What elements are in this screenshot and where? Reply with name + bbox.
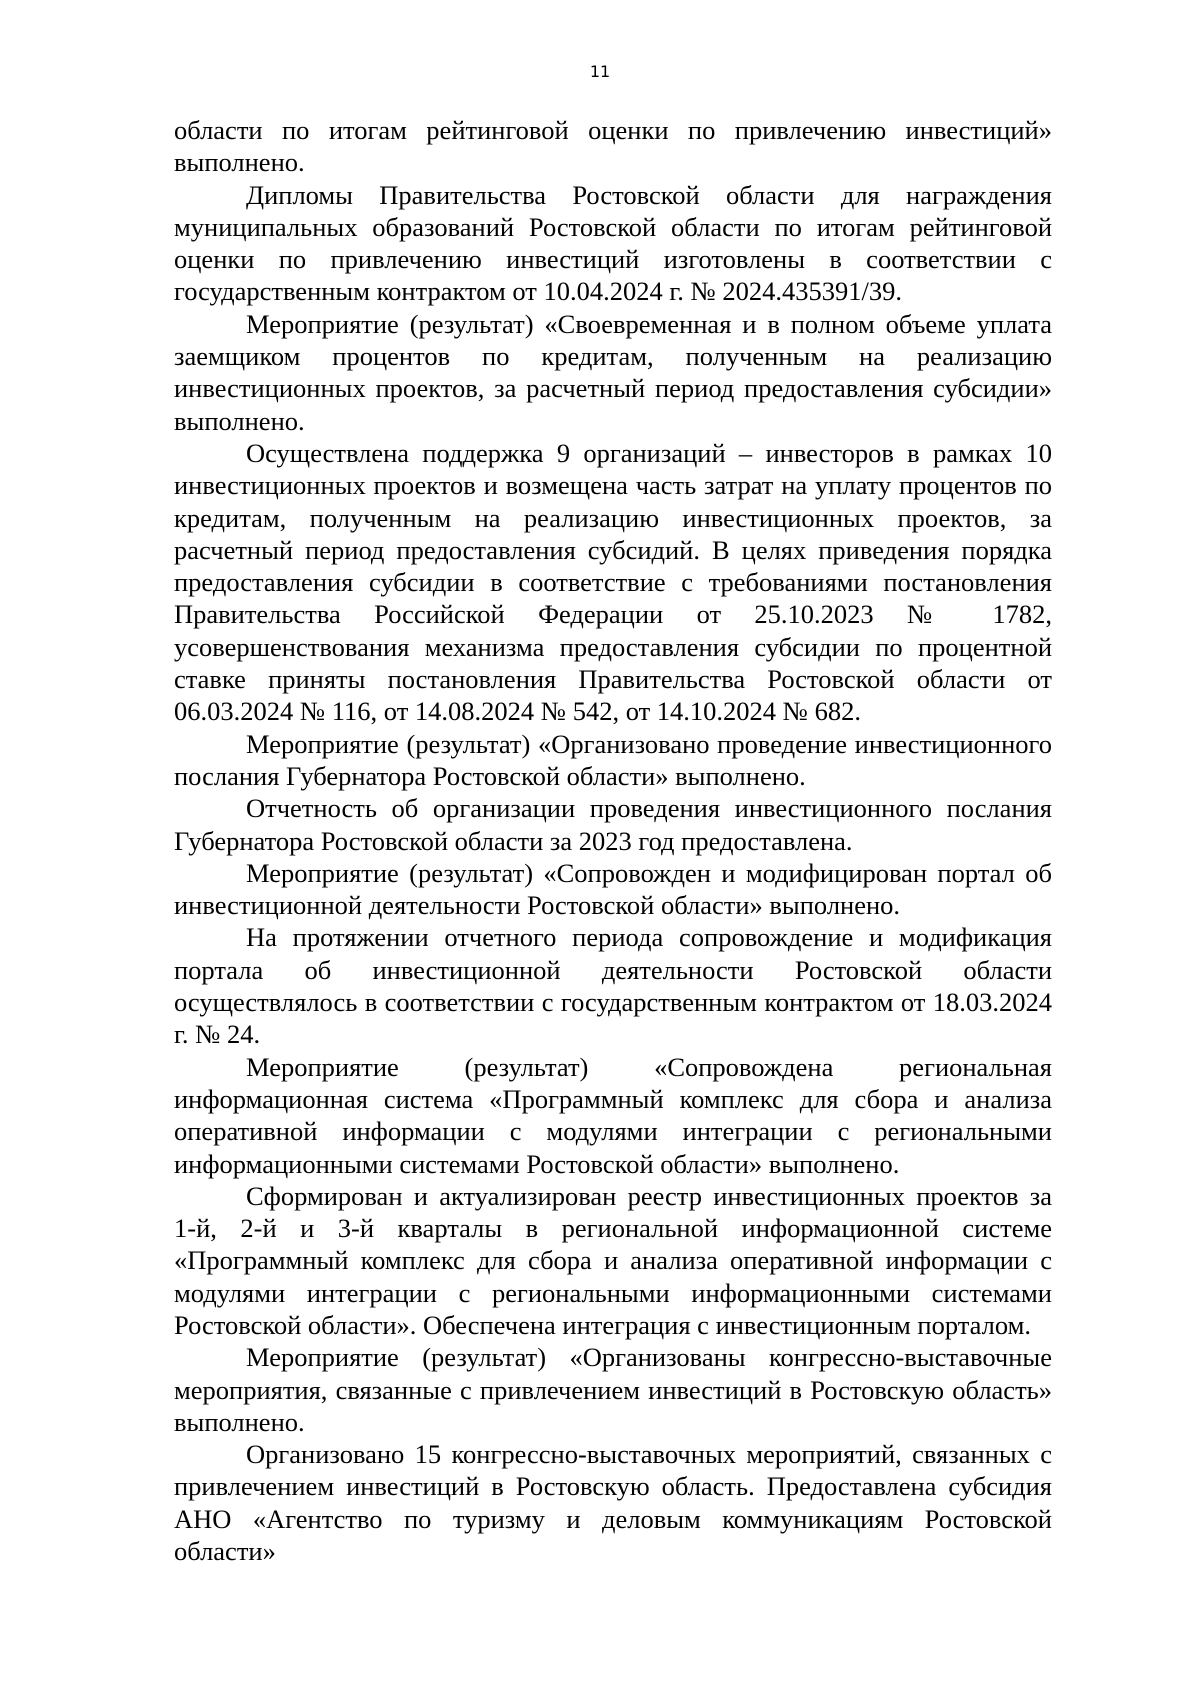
document-body — [174, 114, 1052, 1567]
paragraph: Сформирован и актуализирован реестр инвестиционных проектов за 1-й, 2-й и 3-й кварталы в региональной информационной системе «Программный комплекс для сбора и анализа оперативной информации с модулями интеграции с региональными информационными системами Ростовской области». Обеспечена интеграция с инвестиционным порталом. — [174, 1180, 1052, 1340]
paragraph: Мероприятие (результат) «Организованы конгрессно-выставочные мероприятия, связанные с привлечением инвестиций в Ростовскую область» выполнено. — [174, 1342, 1052, 1437]
paragraph: Отчетность об организации проведения инвестиционного послания Губернатора Ростовской области за 2023 год предоставлена. — [174, 793, 1052, 856]
paragraph: Мероприятие (результат) «Сопровождена региональная информационная система «Программный комплекс для сбора и анализа оперативной информации с модулями интеграции с региональными информационными системами Ростовской области» выполнено. — [174, 1051, 1052, 1179]
paragraph: области по итогам рейтинговой оценки по привлечению инвестиций» выполнено. — [174, 115, 1052, 178]
paragraph: Мероприятие (результат) «Своевременная и в полном объеме уплата заемщиком процентов по кредитам, полученным на реализацию инвестиционных проектов, за расчетный период предоставления субсидии» выполнено. — [174, 308, 1052, 436]
paragraph: Дипломы Правительства Ростовской области для награждения муниципальных образований Ростовской области по итогам рейтинговой оценки по привлечению инвестиций изготовлены в соответствии с государственным контрактом от 10.04.2024 г. № 2024.435391/39. — [174, 179, 1052, 307]
paragraph: Осуществлена поддержка 9 организаций – инвесторов в рамках 10 инвестиционных проектов и возмещена часть затрат на уплату процентов по кредитам, полученным на реализацию инвестиционных проектов, за расчетный период предоставления субсидий. В целях приведения порядка предоставления субсидии в соответствие с требованиями постановления Правительства Российской Федерации от 25.10.2023 № 1782, усовершенствования механизма предоставления субсидии по процентной ставке приняты постановления Правительства Ростовской области от 06.03.2024 № 116, от 14.08.2024 № 542, от 14.10.2024 № 682. — [174, 437, 1052, 727]
paragraph: Мероприятие (результат) «Организовано проведение инвестиционного послания Губернатора Ростовской области» выполнено. — [174, 728, 1052, 791]
paragraph: Организовано 15 конгрессно-выставочных мероприятий, связанных с привлечением инвестиций в Ростовскую область. Предоставлена субсидия АНО «Агентство по туризму и деловым коммуникациям Ростовской области» — [174, 1439, 1052, 1567]
paragraph: Мероприятие (результат) «Сопровожден и модифицирован портал об инвестиционной деятельности Ростовской области» выполнено. — [174, 857, 1052, 921]
paragraph: На протяжении отчетного периода сопровождение и модификация портала об инвестиционной деятельности Ростовской области осуществлялось в соответствии с государственным контрактом от 18.03.2024 г. № 24. — [174, 922, 1052, 1050]
page-number: 11 — [589, 62, 611, 81]
